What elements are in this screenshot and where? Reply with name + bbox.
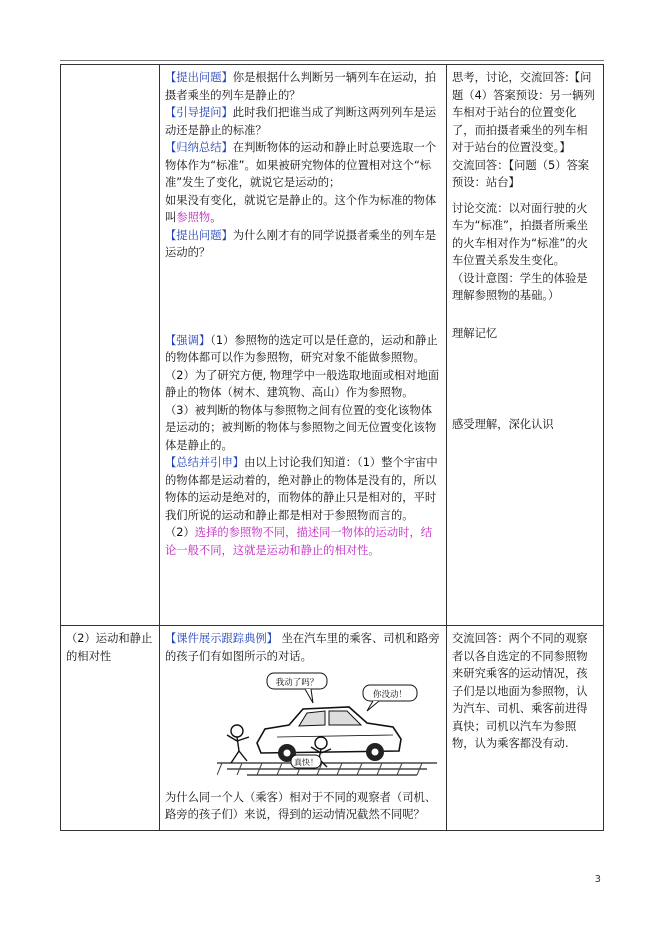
- table-row: [61, 626, 604, 831]
- tag-label: 【课件展示跟踪典例】: [165, 632, 278, 645]
- paragraph: 【引导提问】此时我们把谁当成了判断这两列列车是运动还是静止的标准？: [165, 106, 437, 137]
- paragraph: 讨论交流：以对面行驶的火车为“标准”，拍摄者所乘坐的火车相对作为“标准”的火车位置关系发生变化。: [452, 201, 588, 267]
- tag-label: 【引导提问】: [165, 106, 233, 119]
- tag-label: 【提出问题】: [165, 71, 233, 84]
- page-number: 3: [594, 874, 601, 885]
- paragraph: 如果没有变化，就说它是静止的。这个作为标准的物体叫参照物。: [165, 193, 437, 224]
- tag-label: 【强调】: [165, 333, 211, 347]
- paragraph: 感受理解，深化认识: [452, 418, 554, 431]
- paragraph: 理解记忆: [452, 326, 498, 340]
- student-activity-cell: [447, 626, 604, 831]
- bubble-right-text: 你没动！: [372, 690, 408, 700]
- tag-label: 【总结并引申】: [165, 456, 245, 469]
- paragraph: 【课件展示跟踪典例】 坐在汽车里的乘客、司机和路旁的孩子们有如图所示的对话。: [165, 632, 440, 663]
- paragraph: 为什么同一个人（乘客）相对于不同的观察者（司机、路旁的孩子们）来说，得到的运动情况截然不同呢？: [165, 790, 437, 821]
- paragraph: 交流回答：【问题（5）答案预设：站台】: [452, 158, 590, 189]
- paragraph: （2）为了研究方便, 物理学中一般选取地面或相对地面静止的物体（树木、建筑物、高山）作为参照物。: [165, 368, 440, 399]
- bubble-kids-text: 真快！: [294, 758, 318, 767]
- table-row: [61, 65, 604, 626]
- paragraph: 思考，讨论，交流回答:【问题（4）答案预设：另一辆列车相对于站台的位置变化了，而拍摄者乘坐的列车相对于站台的位置没变。】: [452, 71, 595, 154]
- teacher-activity-cell: [160, 65, 447, 626]
- tag-label: 【归纳总结】: [165, 141, 233, 154]
- header-rule: [60, 60, 604, 61]
- topic-cell: [61, 65, 160, 626]
- paragraph: 【归纳总结】在判断物体的运动和静止时总要选取一个物体作为“标准”。如果被研究物体的位置相对这个“标准”发生了变化，就说它是运动的；: [165, 141, 437, 189]
- paragraph: （3）被判断的物体与参照物之间有位置的变化该物体是运动的；被判断的物体与参照物之间无位置变化该物体是静止的。: [165, 403, 437, 452]
- paragraph: 【提出问题】为什么刚才有的同学说摄者乘坐的列车是运动的？: [165, 228, 437, 259]
- paragraph: 【提出问题】你是根据什么判断另一辆列车在运动，拍摄者乘坐的列车是静止的？: [165, 71, 437, 102]
- paragraph: 【强调】（1）参照物的选定可以是任意的，运动和静止的物体都可以作为参照物，研究对象不能做参照物。: [165, 333, 438, 364]
- topic-cell: （2）运动和静止的相对性: [61, 626, 160, 831]
- tag-label: 【提出问题】: [165, 228, 233, 242]
- bubble-left-text: 我动了吗？: [275, 678, 319, 688]
- lesson-table: [60, 64, 604, 831]
- teacher-activity-cell: [160, 626, 447, 831]
- paragraph: 【总结并引申】由以上讨论我们知道：（1）整个宇宙中的物体都是运动着的，绝对静止的物体是没有的，所以物体的运动是绝对的，而物体的静止只是相对的，平时我们所说的运动和静止都是相对于参照物而言的。: [165, 456, 438, 522]
- paragraph: （2）选择的参照物不同，描述同一物体的运动时，结论一般不同，这就是运动和静止的相对性。: [165, 526, 433, 557]
- car-dialogue-illustration: [217, 671, 437, 777]
- student-activity-cell: [447, 65, 604, 626]
- term-highlight: 参照物: [176, 211, 211, 224]
- paragraph: （设计意图：学生的体验是理解参照物的基础。）: [452, 271, 588, 302]
- highlight-text: 选择的参照物不同，描述同一物体的运动时，结论一般不同，这就是运动和静止的相对性。: [165, 526, 433, 557]
- paragraph: 交流回答：两个不同的观察者以各自选定的不同参照物来研究乘客的运动情况，孩子们是以地面为参照物，认为汽车、司机、乘客前进得真快；司机以汽车为参照物，认为乘客都没有动.: [452, 632, 588, 750]
